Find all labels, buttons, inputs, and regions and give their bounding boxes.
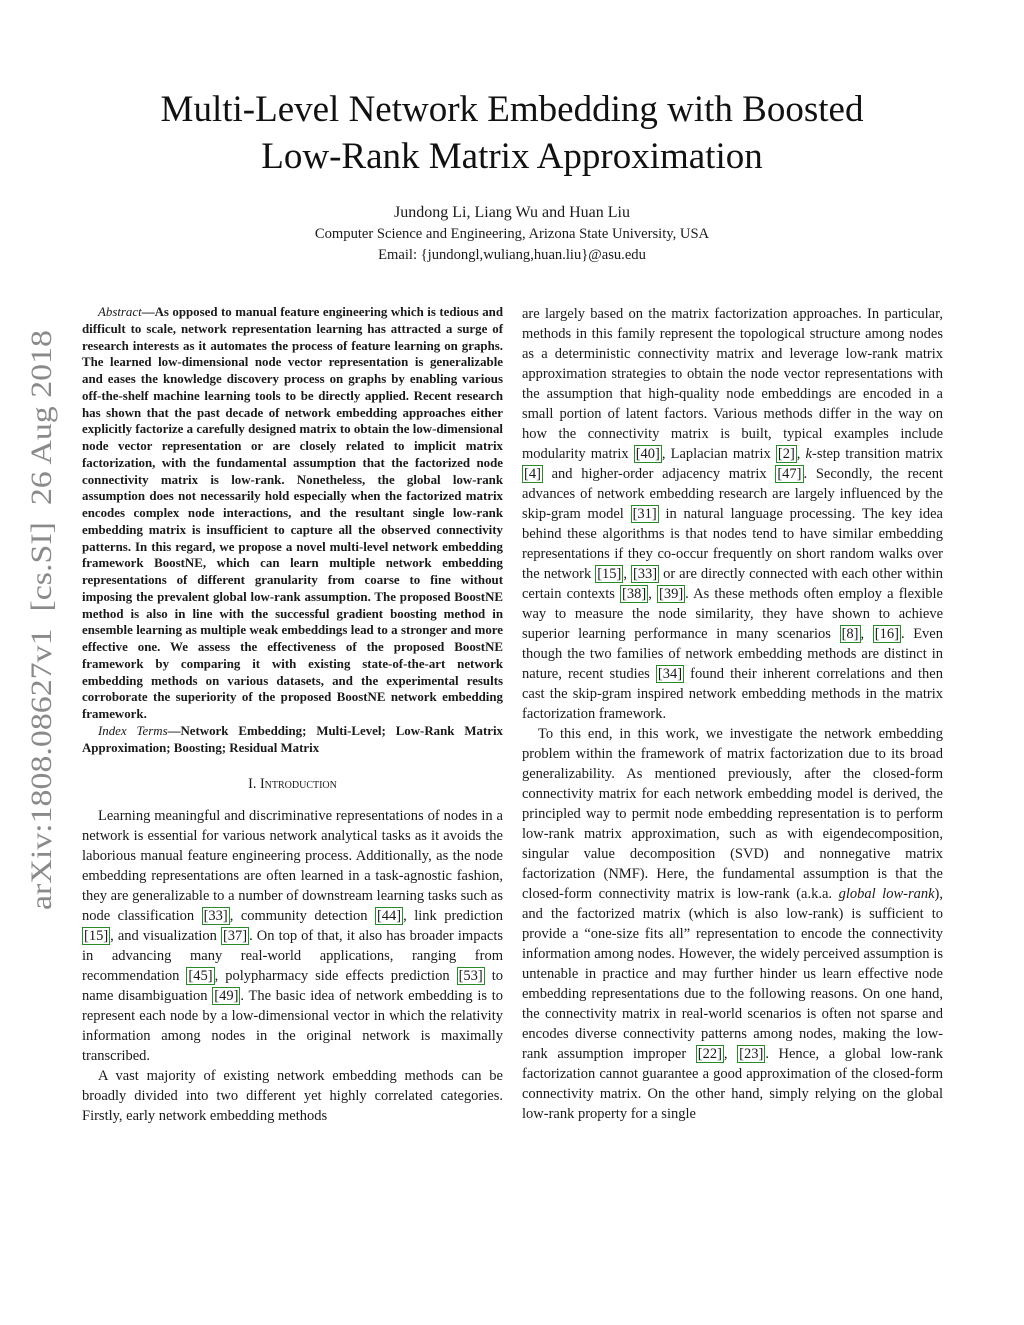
citation-link[interactable]: [39]: [658, 586, 684, 602]
abstract: [82, 304, 503, 756]
citation-link[interactable]: [8]: [841, 626, 859, 642]
citation-link[interactable]: [34]: [657, 666, 683, 682]
affiliation: Computer Science and Engineering, Arizona State University, USA: [314, 226, 710, 242]
arxiv-identifier-stamp: [22, 325, 62, 915]
citation-link[interactable]: [33]: [203, 908, 228, 925]
citation-link[interactable]: [23]: [739, 1046, 764, 1062]
intro-paragraph-2: A vast majority of existing network embedding methods can be broadly divided into two different yet highly correlated categories. Firstly, early network embedding methods: [82, 1068, 503, 1125]
section-title: Introduction: [259, 776, 337, 793]
index-terms-text: —Network Embedding; Multi-Level; Low-Rank Matrix Approximation; Boosting; Residual Matrix: [82, 723, 503, 755]
section-heading-introduction: [82, 775, 503, 793]
index-terms-label: Index Terms: [98, 723, 168, 738]
title-line-1: Multi-Level Network Embedding with Boosted: [160, 89, 864, 130]
citation-link[interactable]: [4]: [524, 466, 541, 482]
citation-link[interactable]: [37]: [222, 928, 248, 945]
abstract-label: Abstract: [98, 305, 142, 319]
citation-link[interactable]: [15]: [84, 928, 109, 945]
paper-title: [0, 86, 1024, 180]
right-column: [522, 304, 943, 1124]
introduction-body: [82, 806, 503, 1126]
citation-link[interactable]: [15]: [597, 566, 622, 582]
citation-link[interactable]: [31]: [632, 506, 657, 522]
intro-paragraph-1: Learning meaningful and discriminative representations of nodes in a network is essential for various network analytical tasks as it avoids the laborious manual feature engineering process. Additionally, as the node embedding representations are often learned in a task-agnostic fashion, they are generalizable to a number of downstream learning tasks such as node classification [33] , community detection [44] , link prediction [15] , and visualization [37] . On top of that, it also has broader impacts in advancing many real-world applications, ranging from recommendation [45] , polypharmacy side effects prediction [53] to name disambiguation [49] . The basic idea of network embedding is to represent each node by a low-dimensional vector in which the relativity information among nodes in the original network is maximally transcribed.: [82, 808, 504, 1065]
citation-link[interactable]: [2]: [777, 446, 795, 462]
citation-link[interactable]: [16]: [874, 626, 899, 642]
citation-link[interactable]: [49]: [214, 988, 239, 1005]
title-line-2: Low-Rank Matrix Approximation: [261, 136, 763, 177]
email: Email: {jundongl,wuliang,huan.liu}@asu.edu: [378, 247, 646, 263]
citation-link[interactable]: [40]: [635, 446, 660, 462]
citation-link[interactable]: [47]: [777, 466, 802, 482]
arxiv-identifier-text: arXiv:1808.08627v1 [cs.SI] 26 Aug 2018: [26, 405, 58, 910]
citation-link[interactable]: [38]: [622, 586, 647, 602]
emphasis-global-low-rank: global low-rank: [838, 886, 935, 902]
right-paragraph-2: To this end, in this work, we investigate the network embedding problem within the framework of matrix factorization due to its broad generalizability. As mentioned previously, after the closed-form connectivity matrix for each network embedding model is derived, the principled way to permit node embedding representation is to perform low-rank matrix approximation, such as with eigendecomposition, singular value decomposition (SVD) and nonnegative matrix factorization (NMF). Here, the fundamental assumption is that the closed-form connectivity matrix is low-rank (a.k.a. global low-rank), and the factorized matrix (which is also low-rank) is sufficient to provide a “one-size fits all” representation to encode the connectivity information among nodes. However, the widely perceived assumption is untenable in practice and may further hinder us learn effective node embedding representations due to the following reasons. On one hand, the connectivity matrix in real-world scenarios is often not sparse and encodes diverse connectivity patterns among nodes, making the low-rank assumption improper [22] , [23] . Hence, a global low-rank factorization cannot guarantee a good approximation of the closed-form connectivity matrix. On the other hand, simply relying on the global low-rank property for a single: [522, 726, 944, 1122]
citation-link[interactable]: [22]: [697, 1046, 722, 1062]
math-k: k: [805, 446, 812, 462]
authors: Jundong Li, Liang Wu and Huan Liu: [394, 204, 630, 221]
section-number: I.: [248, 776, 257, 793]
citation-link[interactable]: [33]: [632, 566, 658, 582]
right-paragraph-1: are largely based on the matrix factorization approaches. In particular, methods in this family represent the topological structure among nodes as a deterministic connectivity matrix and leverage low-rank matrix approximation strategies to obtain the node vector representations with the assumption that high-quality node embeddings are encoded in a small portion of latent factors. Various methods differ in the way on how the connectivity matrix is built, typical examples include modularity matrix [40] , Laplacian matrix [2] , k-step transition matrix [4] and higher-order adjacency matrix [47] . Secondly, the recent advances of network embedding research are largely influenced by the skip-gram model [31] in natural language processing. The key idea behind these algorithms is that nodes tend to have similar embedding representations if they co-occur frequently on short random walks over the network [15] , [33] or are directly connected with each other within certain contexts [38] , [39] . As these methods often employ a flexible way to measure the node similarity, they have shown to achieve superior learning performance in many scenarios [8] , [16] . Even though the two families of network embedding methods are distinct in nature, recent studies [34] found their inherent correlations and then cast the skip-gram inspired network embedding methods in the matrix factorization framework.: [522, 306, 944, 722]
citation-link[interactable]: [53]: [458, 968, 483, 985]
citation-link[interactable]: [45]: [188, 968, 213, 985]
left-column: [82, 304, 503, 1126]
citation-link[interactable]: [44]: [376, 908, 402, 925]
abstract-text: —As opposed to manual feature engineering which is tedious and difficult to scale, network representation learning has attracted a surge of research interests as it automates the process of feature learning on graphs. The learned low-dimensional node vector representation is generalizable and eases the knowledge discovery process on graphs by enabling various off-the-shelf machine learning tools to be directly applied. Recent research has shown that the past decade of network embedding approaches either explicitly factorize a carefully designed matrix to obtain the low-dimensional node vector representation or are closely related to implicit matrix factorization, with the fundamental assumption that the factorized node connectivity matrix is low-rank. Nonetheless, the global low-rank assumption does not necessarily hold especially when the factorized matrix encodes complex node interactions, and the resultant single low-rank embedding matrix is insufficient to capture all the observed connectivity patterns. In this regard, we propose a novel multi-level network embedding framework BoostNE, which can learn multiple network embedding representations of different granularity from coarse to fine without imposing the prevalent global low-rank assumption. The proposed BoostNE method is also in line with the successful gradient boosting method in ensemble learning as multiple weak embeddings lead to a stronger and more effective one. We assess the effectiveness of the proposed BoostNE framework by comparing it with existing state-of-the-art network embedding methods on various datasets, and the experimental results corroborate the superiority of the proposed BoostNE network embedding framework.: [82, 305, 503, 721]
